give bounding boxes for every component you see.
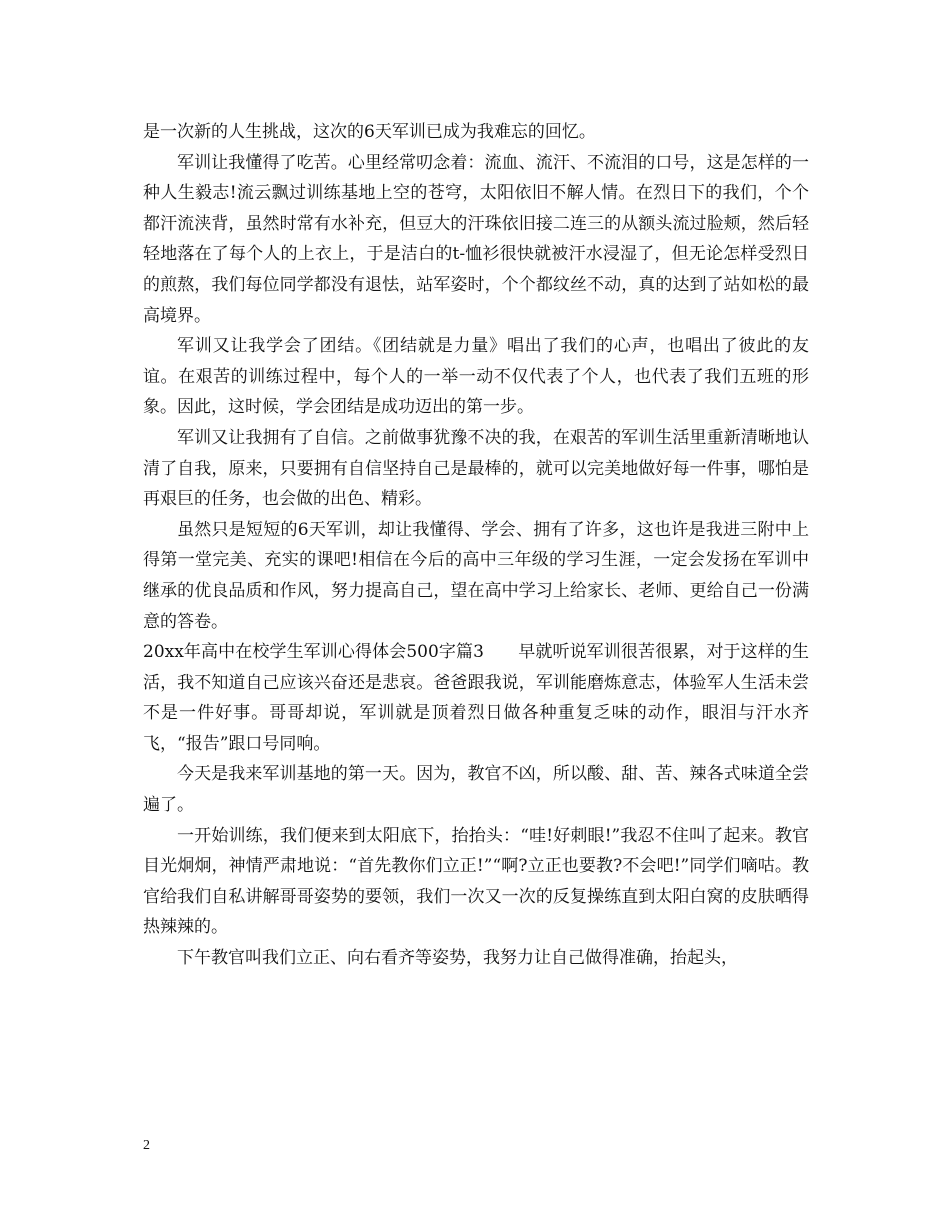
paragraph-3: 军训又让我学会了团结。《团结就是力量》唱出了我们的心声，也唱出了彼此的友谊。在艰苦的训练过程中，每个人的一举一动不仅代表了个人，也代表了我们五班的形象。因此，这时候，学会团结是成功迈出的第一步。 <box>143 336 809 418</box>
paragraph-5: 虽然只是短短的6天军训，却让我懂得、学会、拥有了许多，这也许是我进三附中上得第一堂完美、充实的课吧!相信在今后的高中三年级的学习生涯，一定会发扬在军训中继承的优良品质和作风，努力提高自己，望在高中学习上给家长、老师、更给自己一份满意的答卷。 <box>143 519 809 632</box>
paragraph-6-section-heading: 20xx年高中在校学生军训心得体会500字篇3 早就听说军训很苦很累，对于这样的生活，我不知道自己应该兴奋还是悲哀。爸爸跟我说，军训能磨炼意志，体验军人生活未尝不是一件好事。哥哥却说，军训就是顶着烈日做各种重复乏味的动作，眼泪与汗水齐飞，“报告”跟口号同响。 <box>143 642 809 754</box>
paragraph-7: 今天是我来军训基地的第一天。因为，教官不凶，所以酸、甜、苦、辣各式味道全尝遍了。 <box>143 764 809 816</box>
paragraph-4: 军训又让我拥有了自信。之前做事犹豫不决的我，在艰苦的军训生活里重新清晰地认清了自我，原来，只要拥有自信坚持自己是最棒的，就可以完美地做好每一件事，哪怕是再艰巨的任务，也会做的出色、精彩。 <box>143 427 809 510</box>
paragraph-9: 下午教官叫我们立正、向右看齐等姿势，我努力让自己做得准确，抬起头， <box>177 948 738 969</box>
document-body <box>143 117 809 974</box>
paragraph-2: 军训让我懂得了吃苦。心里经常叨念着：流血、流汗、不流泪的口号，这是怎样的一种人生毅志!流云飘过训练基地上空的苍穹，太阳依旧不解人情。在烈日下的我们，个个都汗流浃背，虽然时常有水补充，但豆大的汗珠依旧接二连三的从额头流过脸颊，然后轻轻地落在了每个人的上衣上，于是洁白的t-恤衫很快就被汗水浸湿了，但无论怎样受烈日的煎熬，我们每位同学都没有退怯，站军姿时，个个都纹丝不动，真的达到了站如松的最高境界。 <box>143 152 809 326</box>
paragraph-8: 一开始训练，我们便来到太阳底下，抬抬头：“哇!好刺眼!”我忍不住叫了起来。教官目光炯炯，神情严肃地说：“首先教你们立正!”“啊?立正也要教?不会吧!”同学们嘀咕。教官给我们自私讲解哥哥姿势的要领，我们一次又一次的反复操练直到太阳白窝的皮肤晒得热辣辣的。 <box>143 825 809 938</box>
page-number: 2 <box>143 1138 150 1153</box>
paragraph-1: 是一次新的人生挑战，这次的6天军训已成为我难忘的回忆。 <box>143 122 596 142</box>
